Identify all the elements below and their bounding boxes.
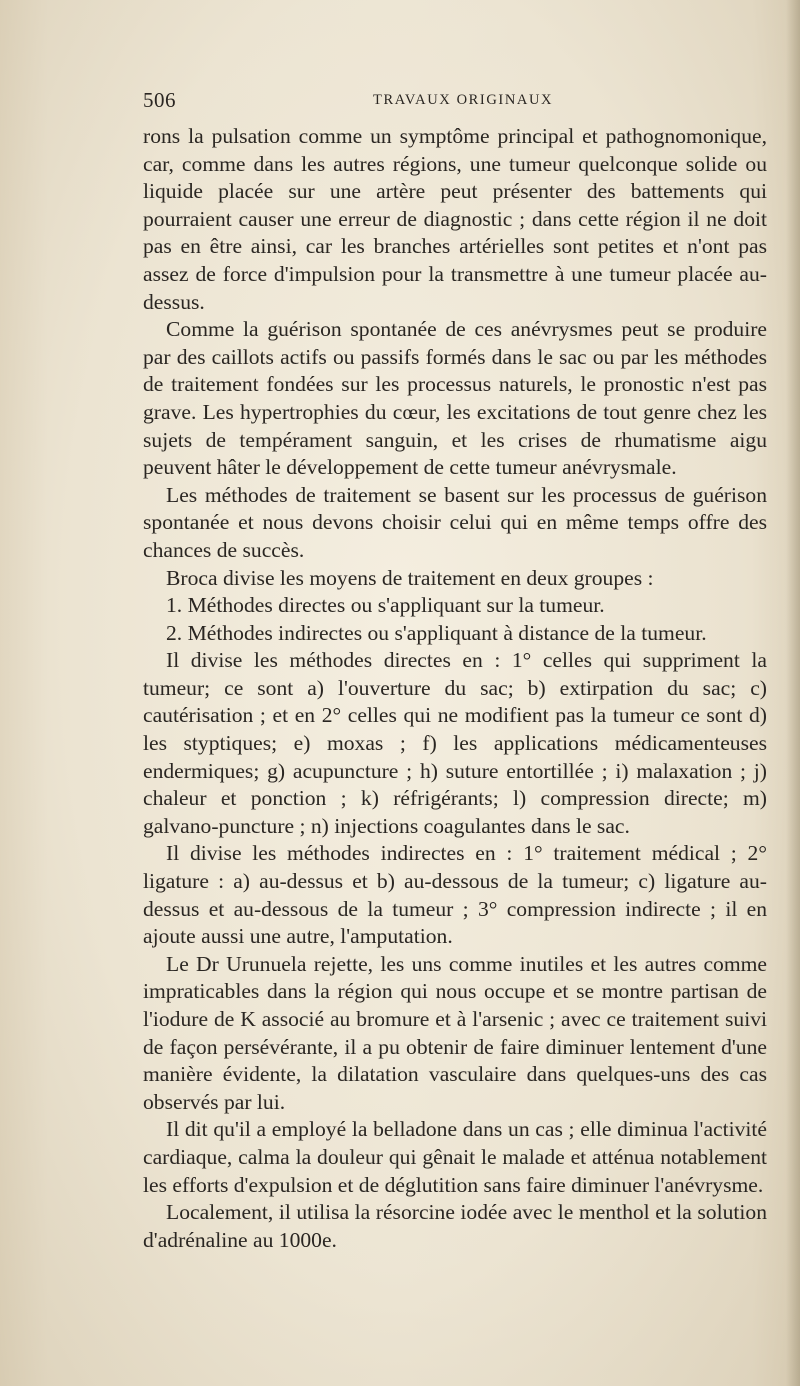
paragraph-prognosis: Comme la guérison spontanée de ces anévrysmes peut se produire par des caillots actifs ou passifs formés dans le sac ou par les méthodes de traitement fondées sur les processus naturels, le pronostic n'est pas grave. Les hypertrophies du cœur, les excitations de tout genre chez les sujets de tempérament sanguin, et les crises de rhumatisme aigu peuvent hâter le développement de cette tumeur anévrysmale.	[143, 317, 767, 480]
paragraph-direct-methods-detail: Il divise les méthodes directes en : 1° celles qui suppriment la tumeur; ce sont a) l'ouverture du sac; b) extirpation du sac; c) cautérisation ; et en 2° celles qui ne modifient pas la tumeur ce sont d) les styptiques; e) moxas ; f) les applications médicamenteuses endermiques; g) acupuncture ; h) suture entortillée ; i) malaxation ; j) chaleur et ponction ; k) réfrigérants; l) compression directe; m) galvano-puncture ; n) injections coagulantes dans le sac.	[143, 648, 767, 838]
paragraph-indirect-methods-detail: Il divise les méthodes indirectes en : 1° traitement médical ; 2° ligature : a) au-dessus et b) au-dessous de la tumeur; c) ligature au-dessus et au-dessous de la tumeur ; 3° compression indirecte ; il en ajoute aussi une autre, l'amputation.	[143, 841, 767, 949]
page-number: 506	[143, 88, 176, 112]
paragraph-urunuela: Le Dr Urunuela rejette, les uns comme inutiles et les autres comme impraticables dans la région qui nous occupe et se montre partisan de l'iodure de K associé au bromure et à l'arsenic ; avec ce traitement suivi de façon persévérante, il a pu obtenir de faire diminuer lentement d'une manière évidente, la dilatation vasculaire dans quelques-uns des cas observés par lui.	[143, 951, 767, 1114]
body-text	[143, 123, 767, 1254]
paragraph-treatment-methods: Les méthodes de traitement se basent sur les processus de guérison spontanée et nous devons choisir celui qui en même temps offre des chances de succès.	[143, 482, 767, 562]
list-item-direct-methods: 1. Méthodes directes ou s'appliquant sur la tumeur.	[166, 593, 605, 618]
page-header	[143, 88, 767, 116]
list-item-indirect-methods: 2. Méthodes indirectes ou s'appliquant à distance de la tumeur.	[166, 620, 707, 645]
paragraph-broca-groups: Broca divise les moyens de traitement en deux groupes :	[166, 565, 654, 590]
paragraph-local-treatment: Localement, il utilisa la résorcine iodée avec le menthol et la solution d'adrénaline au 1000e.	[143, 1200, 767, 1252]
paragraph-belladone: Il dit qu'il a employé la belladone dans un cas ; elle diminua l'activité cardiaque, calma la douleur qui gênait le malade et atténua notablement les efforts d'expulsion et de déglutition sans faire diminuer l'anévrysme.	[143, 1117, 767, 1197]
running-title: TRAVAUX ORIGINAUX	[373, 92, 554, 108]
page-edge-shadow	[786, 0, 800, 1386]
paragraph-continuation: rons la pulsation comme un symptôme principal et pathognomonique, car, comme dans les autres régions, une tumeur quelconque solide ou liquide placée sur une artère peut présenter des battements qui pourraient causer une erreur de diagnostic ; dans cette région il ne doit pas en être ainsi, car les branches artérielles sont petites et n'ont pas assez de force d'impulsion pour la transmettre à une tumeur placée au-dessus.	[143, 124, 767, 314]
